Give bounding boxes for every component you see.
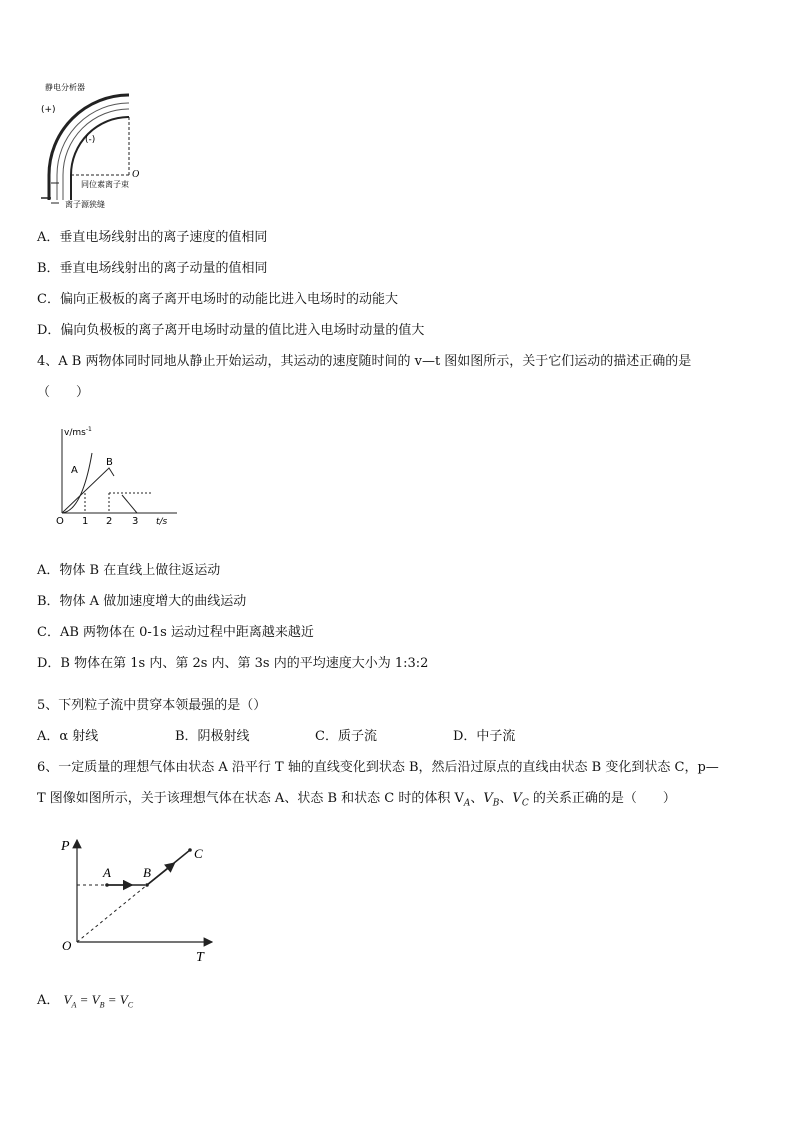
pt-y-label: P xyxy=(61,839,70,854)
q4-option-a: A．物体 B 在直线上做往返运动 xyxy=(37,563,221,578)
q5-option-b: B．阴极射线 xyxy=(175,729,250,744)
q5-option-d: D．中子流 xyxy=(453,729,516,744)
center-o-label: O xyxy=(132,169,140,180)
q4-option-d: D．B 物体在第 1s 内、第 2s 内、第 3s 内的平均速度大小为 1:3:2 xyxy=(37,656,429,671)
plus-plate-label: (+) xyxy=(41,105,56,115)
ion-beam-label: 同位素离子束 xyxy=(81,180,129,189)
vt-x-label: t/s xyxy=(156,517,168,527)
vt-tick-1: 1 xyxy=(82,516,89,527)
q5-option-c: C．质子流 xyxy=(315,729,377,744)
q3-option-d: D．偏向负极板的离子离开电场时动量的值比进入电场时动量的值大 xyxy=(37,323,425,338)
q6-stem-line2-text: T 图像如图所示，关于该理想气体在状态 A、状态 B 和状态 C 时的体积 V xyxy=(37,791,464,806)
q4-stem-line2: （ ） xyxy=(37,385,90,400)
q6-stem-line2: T 图像如图所示，关于该理想气体在状态 A、状态 B 和状态 C 时的体积 $V_A$、$V_B$、$V_C$ 的关系正确的是（ ） xyxy=(37,791,676,809)
q3-option-c: C．偏向正极板的离子离开电场时的动能比进入电场时的动能大 xyxy=(37,292,398,307)
q6-option-a-formula: $V_A = V_B = V_C$ xyxy=(63,992,134,1010)
pt-label-a: A xyxy=(103,865,111,880)
vt-label-a: A xyxy=(71,465,78,476)
q5-options xyxy=(37,728,515,746)
q4-stem-line1: 4、A B 两物体同时同地从静止开始运动，其运动的速度随时间的 v—t 图如图所示，关于它们运动的描述正确的是 xyxy=(37,354,692,369)
analyzer-diagram xyxy=(37,80,157,215)
q4-option-c: C．AB 两物体在 0-1s 运动过程中距离越来越近 xyxy=(37,625,314,640)
q3-option-a: A．垂直电场线射出的离子速度的值相同 xyxy=(37,230,268,245)
line-b-decel xyxy=(122,495,137,513)
q4-option-b: B．物体 A 做加速度增大的曲线运动 xyxy=(37,594,247,609)
q6-option-a xyxy=(37,991,133,1015)
line-b xyxy=(62,468,114,513)
q5-option-a: A．α 射线 xyxy=(37,729,99,744)
minus-plate-label: (-) xyxy=(85,135,96,145)
vt-origin: O xyxy=(56,516,64,527)
pt-graph xyxy=(57,834,222,964)
q6-stem-line1: 6、一定质量的理想气体由状态 A 沿平行 T 轴的直线变化到状态 B，然后沿过原点的直线由状态 B 变化到状态 C，p— xyxy=(37,760,719,775)
vt-label-b: B xyxy=(106,457,113,468)
q3-option-b: B．垂直电场线射出的离子动量的值相同 xyxy=(37,261,268,276)
ion-source-slit-label: 离子源狭缝 xyxy=(65,200,105,209)
vt-tick-3: 3 xyxy=(132,516,139,527)
vt-graph-figure xyxy=(52,423,182,528)
vt-y-label: $v/ms^{-1}$ xyxy=(64,426,92,438)
pt-graph-figure xyxy=(57,834,222,964)
vt-tick-2: 2 xyxy=(106,516,113,527)
curve-a xyxy=(62,453,92,513)
analyzer-figure xyxy=(37,80,157,215)
q6-option-a-prefix: A． xyxy=(37,993,60,1008)
pt-label-c: C xyxy=(194,846,203,861)
analyzer-label: 静电分析器 xyxy=(45,83,85,92)
q5-stem: 5、下列粒子流中贯穿本领最强的是（） xyxy=(37,698,267,713)
pt-x-label: T xyxy=(196,950,204,964)
pt-origin: O xyxy=(62,938,72,953)
q6-stem-line2-rest: 的关系正确的是（ ） xyxy=(528,791,676,806)
pt-label-b: B xyxy=(143,865,151,880)
vt-graph xyxy=(52,423,182,528)
